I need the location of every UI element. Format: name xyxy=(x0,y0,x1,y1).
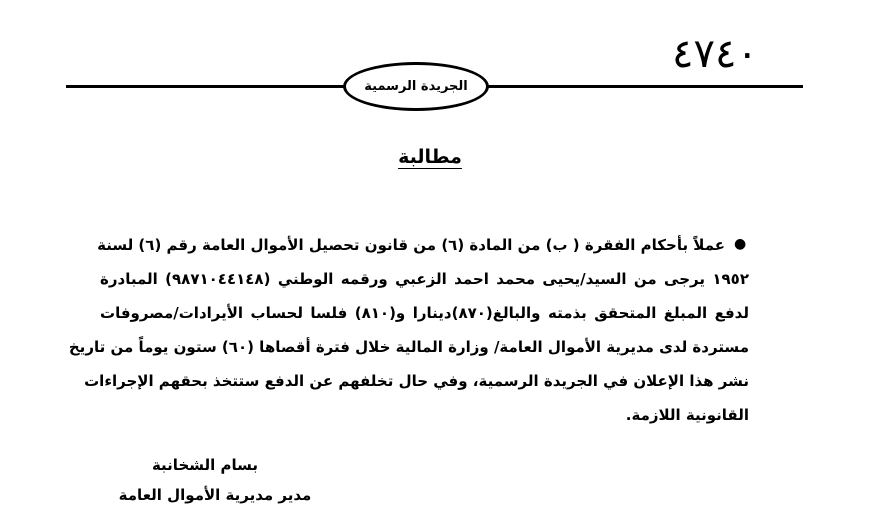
notice-heading: مطالبة xyxy=(398,146,462,168)
notice-line-5: نشر هذا الإعلان في الجريدة الرسمية، وفي حال تخلفهم عن الدفع ستتخذ بحقهم الإجراءات xyxy=(84,372,749,390)
gazette-title: الجريدة الرسمية xyxy=(364,79,468,94)
bullet-icon: ● xyxy=(734,236,747,252)
notice-line-1: عملاً بأحكام الفقرة ( ب) من المادة (٦) من قانون تحصيل الأموال العامة رقم (٦) لسنة xyxy=(97,236,725,254)
page-number: ٤٧٤٠ xyxy=(672,31,758,77)
notice-line-6: القانونية اللازمة. xyxy=(625,406,749,424)
notice-line-3: لدفع المبلغ المتحقق بذمته والبالغ(٨٧٠)دينارا و(٨١٠) فلسا لحساب الأيرادات/مصروفات xyxy=(100,304,749,322)
signatory-name: بسام الشخانبة xyxy=(151,456,259,474)
notice-line-4: مستردة لدى مديرية الأموال العامة/ وزارة المالية خلال فترة أقصاها (٦٠) ستون يوماً من تاريخ xyxy=(68,338,749,356)
notice-line-2: ١٩٥٢ يرجى من السيد/يحيى محمد احمد الزعبي ورقمه الوطني (٩٨٧١٠٤٤١٤٨) المبادرة xyxy=(100,270,749,288)
signatory-title: مدير مديرية الأموال العامة xyxy=(118,486,312,504)
